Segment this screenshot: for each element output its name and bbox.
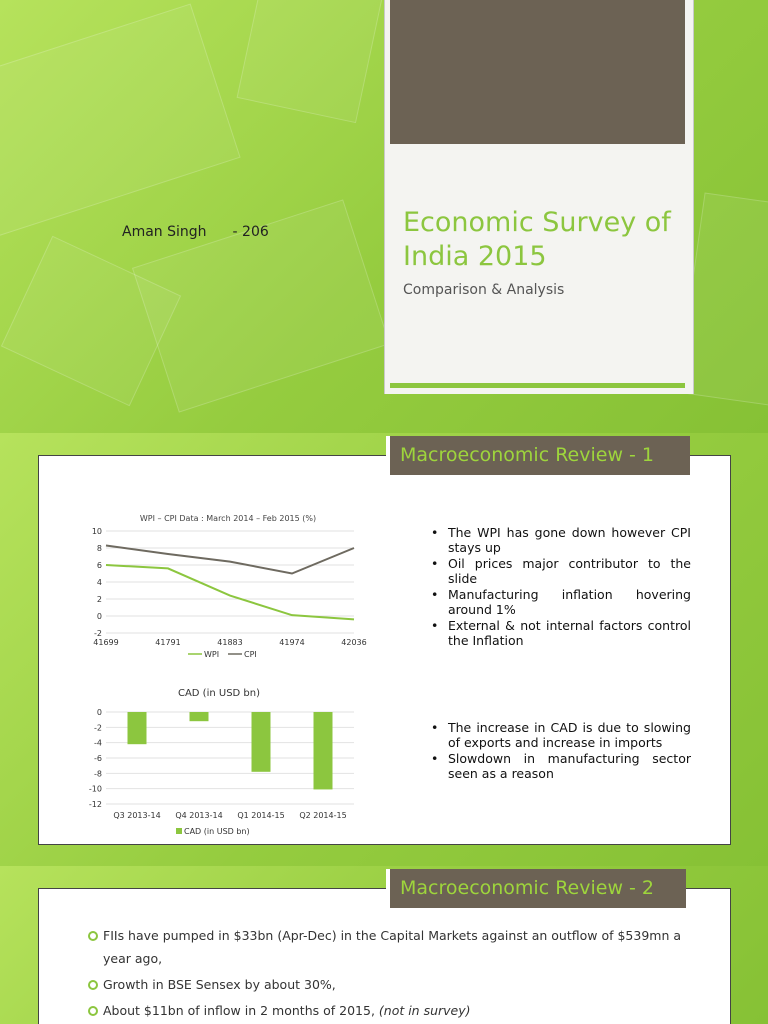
series-line-wpi <box>106 565 354 619</box>
bullet-text: About $11bn of inflow in 2 months of 2015, <box>103 1003 379 1018</box>
y-tick-label: -8 <box>94 769 102 779</box>
y-tick-label: -6 <box>94 754 102 763</box>
bullet-text: FIIs have pumped in $33bn (Apr-Dec) in the Capital Markets against an outflow of $539mn a year ago, <box>103 928 682 966</box>
legend-swatch <box>176 828 182 834</box>
slide-macro-review-1 <box>0 433 768 866</box>
y-tick-label: -2 <box>94 723 102 733</box>
series-line-cpi <box>106 545 354 573</box>
bar-q2-2014-15 <box>314 712 333 789</box>
x-tick-label: Q3 2013-14 <box>113 811 161 820</box>
list-item <box>88 924 698 970</box>
list-item: • Manufacturing inflation hovering around 1% <box>428 587 691 617</box>
slide-header: Macroeconomic Review - 2 <box>386 869 686 908</box>
x-tick-label: 41791 <box>155 638 181 647</box>
x-tick-label: 41699 <box>93 638 119 647</box>
legend-label: WPI <box>204 650 220 659</box>
roll-number: - 206 <box>232 224 269 240</box>
list-item <box>88 999 698 1022</box>
wpi-cpi-line-chart <box>82 511 382 671</box>
chart-title: CAD (in USD bn) <box>177 688 261 699</box>
x-tick-label: Q2 2014-15 <box>299 811 347 820</box>
y-tick-label: 4 <box>96 578 102 587</box>
y-tick-label: 0 <box>96 708 102 717</box>
accent-bar <box>390 383 685 388</box>
bar-q1-2014-15 <box>252 712 271 772</box>
y-tick-label: -2 <box>94 629 102 638</box>
list-item: • External & not internal factors control the Inflation <box>428 618 691 648</box>
list-item <box>88 973 698 996</box>
title-slide <box>0 0 768 433</box>
list-item: • Slowdown in manufacturing sector seen as a reason <box>428 751 691 781</box>
y-tick-label: -12 <box>88 800 102 809</box>
slide-title: Economic Survey of India 2015 <box>403 207 671 272</box>
x-tick-label: Q1 2014-15 <box>237 811 285 820</box>
slide-subtitle: Comparison & Analysis <box>403 282 565 298</box>
y-tick-label: -10 <box>88 784 102 794</box>
decor-shape <box>237 0 386 123</box>
x-tick-label: 41883 <box>217 638 243 647</box>
cad-bullets <box>428 720 691 782</box>
cad-bar-chart <box>82 681 382 841</box>
y-tick-label: 2 <box>96 595 102 604</box>
title-image-placeholder <box>390 0 685 144</box>
bar-q3-2013-14 <box>128 712 147 744</box>
capital-flow-bullets <box>88 924 698 1024</box>
inflation-bullets <box>428 525 691 649</box>
slide-header: Macroeconomic Review - 1 <box>386 436 690 475</box>
list-item: • Oil prices major contributor to the slide <box>428 556 691 586</box>
y-tick-label: 10 <box>91 527 102 536</box>
x-tick-label: Q4 2013-14 <box>175 811 223 820</box>
y-tick-label: -4 <box>94 738 102 748</box>
x-tick-label: 42036 <box>341 638 367 647</box>
bullet-text: Growth in BSE Sensex by about 30%, <box>103 977 336 992</box>
legend-label: CAD (in USD bn) <box>184 827 250 836</box>
legend-label: CPI <box>244 650 257 659</box>
slide-macro-review-2 <box>0 866 768 1024</box>
bar-q4-2013-14 <box>190 712 209 721</box>
x-tick-label: 41974 <box>279 638 305 647</box>
chart-title: WPI – CPI Data : March 2014 – Feb 2015 (%) <box>139 514 317 523</box>
y-tick-label: 8 <box>96 544 102 553</box>
author-name: Aman Singh <box>122 224 207 240</box>
y-tick-label: 6 <box>96 561 102 570</box>
author-line <box>122 224 269 240</box>
bullet-note: (not in survey) <box>378 1003 471 1018</box>
decor-shape <box>0 3 241 238</box>
list-item: • The increase in CAD is due to slowing of exports and increase in imports <box>428 720 691 750</box>
y-tick-label: 0 <box>96 612 102 621</box>
list-item: • The WPI has gone down however CPI stays up <box>428 525 691 555</box>
